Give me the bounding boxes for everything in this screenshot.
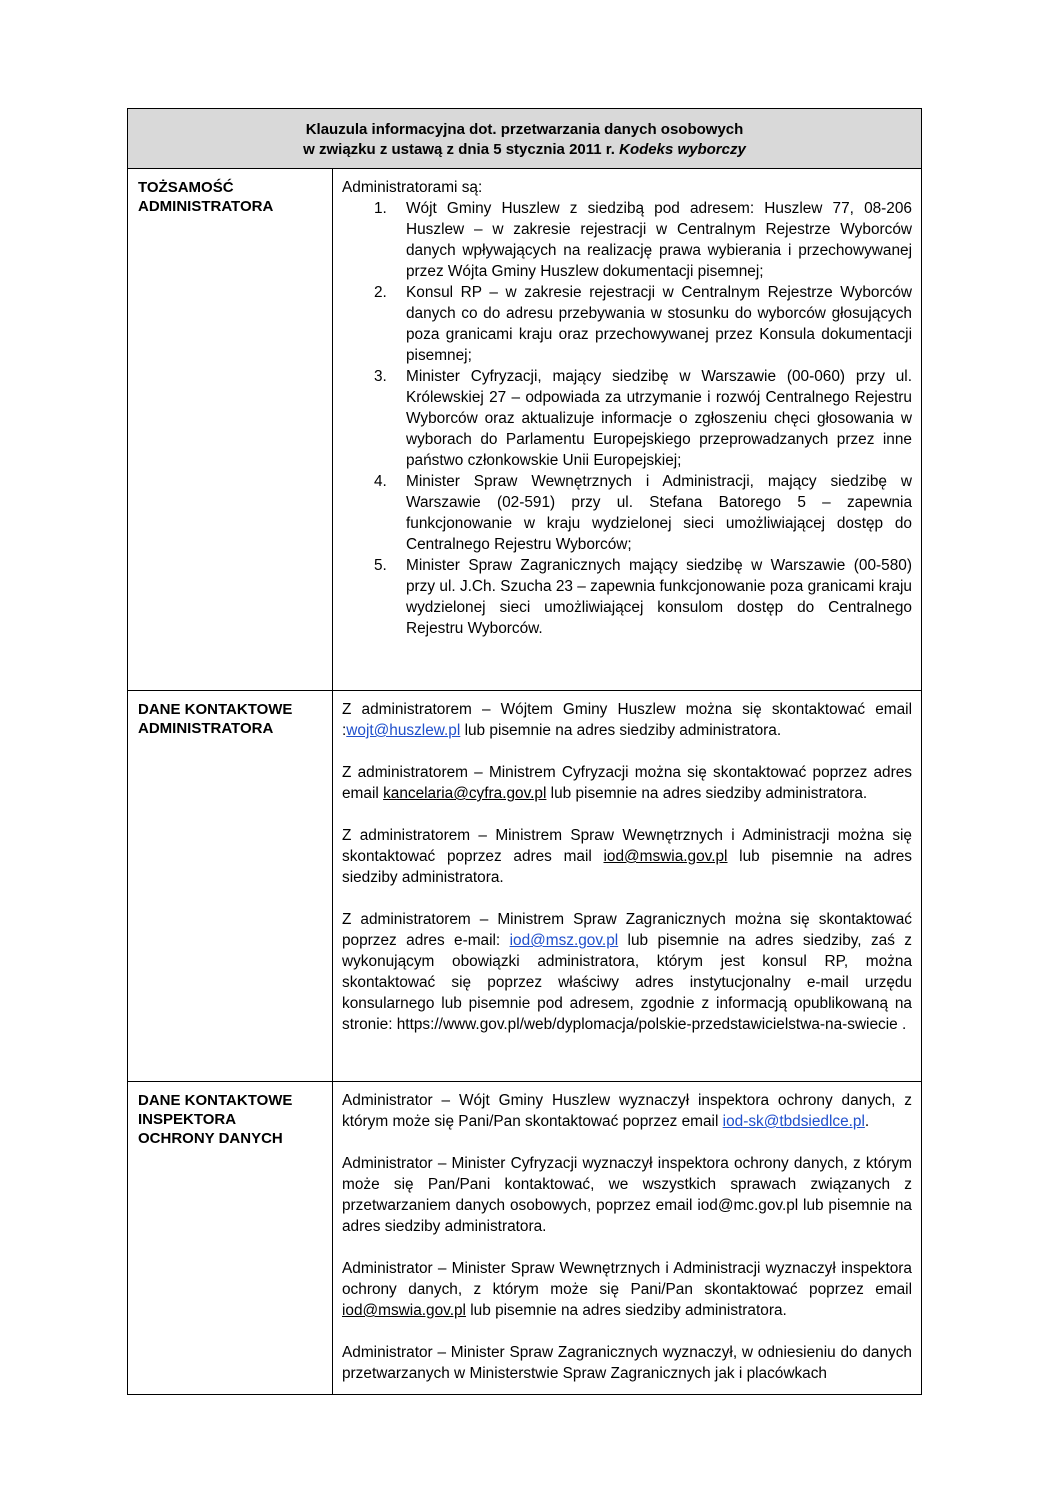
table-row-admin-contact <box>128 691 922 1082</box>
header-line-2-italic: Kodeks wyborczy <box>619 141 746 158</box>
text: Z administratorem – Ministrem Spraw Wewnętrznych i Administracji można się skontaktować poprzez adres mail <box>342 827 912 865</box>
section-label-identity <box>128 169 333 691</box>
text: Z administratorem – Ministrem Spraw Zagranicznych można się skontaktować poprzez adres e-mail: <box>342 911 912 949</box>
label-line: OCHRONY DANYCH <box>138 1130 283 1147</box>
label-line: ADMINISTRATORA <box>138 198 274 215</box>
section-body-dpo-contact <box>333 1082 922 1395</box>
label-line: ADMINISTRATORA <box>138 720 274 737</box>
header-line-2-prefix: w związku z ustawą z dnia 5 stycznia 2011 r. <box>303 141 620 158</box>
paragraph <box>342 909 912 1035</box>
email-link-cyfra[interactable]: kancelaria@cyfra.gov.pl <box>383 785 547 802</box>
table-header-cell <box>128 109 922 169</box>
list-item-text: Minister Spraw Wewnętrznych i Administracji, mający siedzibę w Warszawie (02-591) przy ul. Stefana Batorego 5 – zapewnia funkcjonowanie w kraju wydzielonej sieci umożliwiającej dostęp do Centralnego Rejestru Wyborców; <box>406 473 912 553</box>
section-body-identity <box>333 169 922 691</box>
text: Z administratorem – Ministrem Cyfryzacji można się skontaktować poprzez adres email <box>342 764 912 802</box>
text: lub pisemnie na adres siedziby administratora. <box>460 722 782 739</box>
text: lub pisemnie na adres siedziby administratora. <box>465 1302 787 1319</box>
label-line: INSPEKTORA <box>138 1111 237 1128</box>
table-row-dpo-contact <box>128 1082 922 1395</box>
list-item-text: Minister Spraw Zagranicznych mający siedzibę w Warszawie (00-580) przy ul. J.Ch. Szucha 23 – zapewnia funkcjonowanie poza granicami kraju wydzielonej sieci umożliwiającej konsulom dostęp do Centralnego Rejestru Wyborców. <box>406 557 912 637</box>
label-line: DANE KONTAKTOWE <box>138 701 293 718</box>
email-link-iod-mswia[interactable]: iod@mswia.gov.pl <box>342 1302 466 1319</box>
text: lub pisemnie na adres siedziby, zaś z wykonującym obowiązki administratora, którym jest konsul RP, można skontaktować się poprzez właściwy adres instytucjonalny e-mail urzędu konsularnego lub pisemnie pod adresem, zgodnie z informacją opublikowaną na stronie: https://www.gov.pl/web/dyplomacja/polskie-przedstawicielstwa-na-swiecie . <box>342 932 912 1033</box>
label-line: DANE KONTAKTOWE <box>138 1092 293 1109</box>
paragraph: Administrator – Minister Cyfryzacji wyznaczył inspektora ochrony danych, z którym może się Pan/Pani kontaktować, we wszystkich sprawach związanych z przetwarzaniem danych osobowych, poprzez email iod@mc.gov.pl lub pisemnie na adres siedziby administratora. <box>342 1155 912 1235</box>
text: lub pisemnie na adres siedziby administratora. <box>342 848 913 886</box>
paragraph <box>342 1258 912 1321</box>
email-link-mswia[interactable]: iod@mswia.gov.pl <box>603 848 728 865</box>
text: Administrator – Minister Spraw Wewnętrznych i Administracji wyznaczył inspektora ochrony danych, z którym może się Pani/Pan skontaktować poprzez email <box>342 1260 912 1298</box>
paragraph <box>342 825 912 888</box>
paragraph: Administrator – Minister Spraw Zagranicznych wyznaczył, w odniesieniu do danych przetwarzanych w Ministerstwie Spraw Zagranicznych jak i placówkach <box>342 1344 912 1382</box>
email-link-msz[interactable]: iod@msz.gov.pl <box>509 932 619 949</box>
information-clause-table <box>127 108 922 1395</box>
list-item <box>342 282 912 366</box>
paragraph <box>342 1090 912 1132</box>
list-item <box>342 471 912 555</box>
email-link-wojt[interactable]: wojt@huszlew.pl <box>346 722 461 739</box>
section-label-admin-contact <box>128 691 333 1082</box>
section-label-dpo-contact <box>128 1082 333 1395</box>
list-number: 5. <box>374 557 387 574</box>
text: Administrator – Wójt Gminy Huszlew wyznaczył inspektora ochrony danych, z którym może się Pani/Pan skontaktować poprzez email <box>342 1092 912 1130</box>
list-item-text: Konsul RP – w zakresie rejestracji w Centralnym Rejestrze Wyborców danych co do adresu przebywania w stosunku do wyborców głosujących poza granicami kraju oraz przechowywanej przez Konsula dokumentacji pisemnej; <box>406 284 912 364</box>
paragraph <box>342 762 912 804</box>
list-number: 4. <box>374 473 387 490</box>
table-row-identity <box>128 169 922 691</box>
list-item <box>342 198 912 282</box>
list-item-text: Minister Cyfryzacji, mający siedzibę w Warszawie (00-060) przy ul. Królewskiej 27 – odpowiada za utrzymanie i rozwój Centralnego Rejestru Wyborców oraz aktualizuje informacje o zgłoszeniu chęci głosowania w wyborach do Parlamentu Europejskiego przeprowadzanych przez inne państwo członkowskie Unii Europejskiej; <box>406 368 912 469</box>
list-item-text: Wójt Gminy Huszlew z siedzibą pod adresem: Huszlew 77, 08-206 Huszlew – w zakresie rejestracji w Centralnym Rejestrze Wyborców danych wpływających na realizację prawa wybierania i przechowywanej przez Wójta Gminy Huszlew dokumentacji pisemnej; <box>406 200 912 280</box>
paragraph <box>342 699 912 741</box>
admins-list <box>342 198 912 639</box>
text: . <box>864 1113 870 1130</box>
header-line-1: Klauzula informacyjna dot. przetwarzania danych osobowych <box>305 121 744 138</box>
list-number: 1. <box>374 200 387 217</box>
list-number: 2. <box>374 284 387 301</box>
list-number: 3. <box>374 368 387 385</box>
text: lub pisemnie na adres siedziby administratora. <box>546 785 868 802</box>
text: Z administratorem – Wójtem Gminy Huszlew można się skontaktować email : <box>342 701 912 739</box>
header-line-2 <box>136 140 913 160</box>
table-header-row <box>128 109 922 169</box>
list-item <box>342 555 912 639</box>
email-link-iod-sk[interactable]: iod-sk@tbdsiedlce.pl <box>722 1113 865 1130</box>
section-body-admin-contact <box>333 691 922 1082</box>
admins-intro: Administratorami są: <box>342 179 483 196</box>
list-item <box>342 366 912 471</box>
label-line: TOŻSAMOŚĆ <box>138 179 234 196</box>
